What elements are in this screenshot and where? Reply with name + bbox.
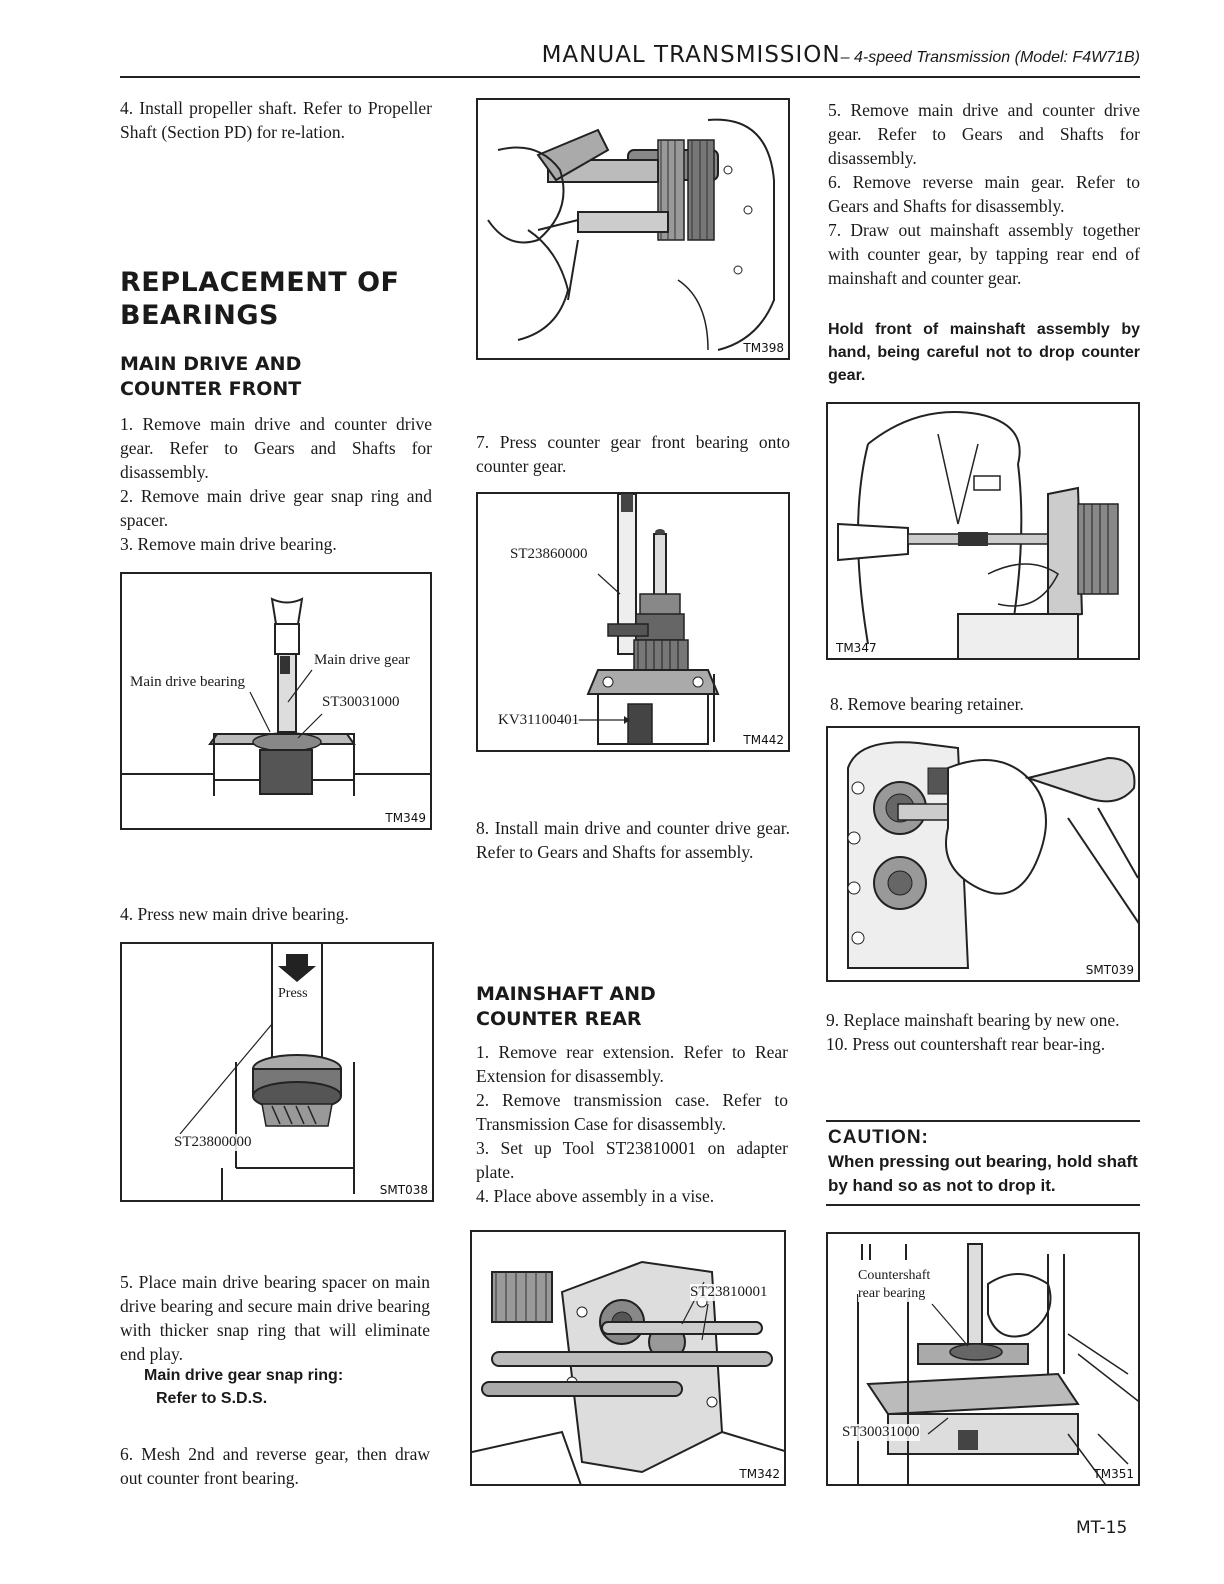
- label-bearing-line1: Countershaft: [858, 1268, 931, 1283]
- illustration-gear-puller: [478, 100, 790, 360]
- note-line1: Main drive gear snap ring:: [144, 1367, 344, 1384]
- note-line2: Refer to S.D.S.: [156, 1390, 268, 1407]
- subsection-title-line2: COUNTER FRONT: [120, 378, 302, 400]
- caution-top-rule: [826, 1120, 1140, 1122]
- note-hold-mainshaft: Hold front of mainshaft assembly by hand, being careful not to drop counter gear.: [828, 321, 1140, 384]
- illustration-adapter-plate: [472, 1232, 786, 1486]
- subsection-title-line2: COUNTER REAR: [476, 1008, 642, 1030]
- step-remove-bearing-retainer: 8. Remove bearing retainer.: [830, 694, 1024, 714]
- list-item: 2. Remove main drive gear snap ring and spacer.: [120, 486, 432, 530]
- figure-countershaft-bearing: [826, 1232, 1140, 1486]
- header-subtitle: – 4-speed Transmission (Model: F4W71B): [840, 49, 1140, 66]
- figure-gear-puller: [476, 98, 790, 360]
- figure-bearing-retainer: [826, 726, 1140, 982]
- subsection-title-line1: MAINSHAFT AND: [476, 983, 656, 1005]
- figure-press-new-bearing: [120, 942, 434, 1202]
- list-item: 9. Replace mainshaft bearing by new one.: [826, 1010, 1120, 1030]
- note-snap-ring: [144, 1364, 434, 1410]
- figure-code: TM351: [1093, 1467, 1134, 1481]
- list-item: 2. Remove transmission case. Refer to Transmission Case for disassembly.: [476, 1090, 788, 1134]
- caution-block: [828, 1126, 1140, 1198]
- header-title: MANUAL TRANSMISSION: [541, 42, 841, 68]
- list-item: 3. Set up Tool ST23810001 on adapter plate.: [476, 1138, 788, 1182]
- steps-list-replace: [826, 1008, 1138, 1056]
- step-install-propeller-shaft: 4. Install propeller shaft. Refer to Propeller Shaft (Section PD) for re-lation.: [120, 98, 432, 142]
- list-item: 10. Press out countershaft rear bear-ing.: [826, 1034, 1106, 1054]
- list-item: 5. Remove main drive and counter drive gear. Refer to Gears and Shafts for disassembly.: [828, 100, 1140, 168]
- list-item: 4. Place above assembly in a vise.: [476, 1186, 715, 1206]
- label-tool-number: ST30031000: [322, 694, 400, 710]
- step-install-main-drive: 8. Install main drive and counter drive gear. Refer to Gears and Shafts for assembly.: [476, 818, 790, 862]
- figure-code: TM349: [385, 811, 426, 825]
- list-item: 1. Remove rear extension. Refer to Rear Extension for disassembly.: [476, 1042, 788, 1086]
- caution-bottom-rule: [826, 1204, 1140, 1206]
- label-tool-number: ST23810001: [690, 1284, 768, 1300]
- press-arrow-icon: [278, 954, 316, 982]
- figure-main-drive-bearing-removal: [120, 572, 432, 830]
- list-item: 1. Remove main drive and counter drive gear. Refer to Gears and Shafts for disassembly.: [120, 414, 432, 482]
- list-item: 7. Draw out mainshaft assembly together with counter gear, by tapping rear end of mainshaft and counter gear.: [828, 220, 1140, 288]
- label-press: Press: [278, 986, 308, 1001]
- figure-code: TM347: [836, 641, 877, 655]
- list-item: 6. Remove reverse main gear. Refer to Gears and Shafts for disassembly.: [828, 172, 1140, 216]
- caution-text: When pressing out bearing, hold shaft by hand so as not to drop it.: [828, 1152, 1138, 1195]
- figure-counter-gear-press: [476, 492, 790, 752]
- section-title-line1: REPLACEMENT OF: [120, 267, 400, 298]
- section-title-line2: BEARINGS: [120, 300, 279, 331]
- figure-code: TM442: [743, 733, 784, 747]
- steps-list-main-drive: [120, 412, 432, 556]
- subsection-title-line1: MAIN DRIVE AND: [120, 353, 302, 375]
- page-number: MT-15: [1076, 1518, 1128, 1538]
- label-tool-number: ST23800000: [174, 1134, 252, 1150]
- section-title: [120, 266, 440, 332]
- label-main-drive-bearing: Main drive bearing: [130, 674, 245, 690]
- figure-code: SMT039: [1085, 963, 1134, 977]
- subsection-title-mainshaft: [476, 982, 790, 1032]
- list-item: 3. Remove main drive bearing.: [120, 534, 337, 554]
- step-mesh-gears: 6. Mesh 2nd and reverse gear, then draw out counter front bearing.: [120, 1444, 430, 1488]
- figure-code: SMT038: [379, 1183, 428, 1197]
- label-main-drive-gear: Main drive gear: [314, 652, 410, 668]
- subsection-title-main-drive: [120, 352, 440, 402]
- label-tool-top: ST23860000: [510, 546, 588, 562]
- label-bearing-line2: rear bearing: [858, 1286, 926, 1301]
- illustration-bearing-retainer: [828, 728, 1140, 982]
- steps-list-remove: [828, 98, 1140, 290]
- figure-code: TM342: [739, 1467, 780, 1481]
- step-press-new-bearing: 4. Press new main drive bearing.: [120, 904, 349, 924]
- figure-adapter-plate: [470, 1230, 786, 1486]
- label-tool-number: ST30031000: [842, 1424, 920, 1440]
- illustration-press-tool: [122, 944, 434, 1202]
- steps-list-mainshaft: [476, 1040, 788, 1208]
- figure-code: TM398: [743, 341, 784, 355]
- page-header: [120, 42, 1140, 78]
- step-press-counter-gear-bearing: 7. Press counter gear front bearing onto counter gear.: [476, 432, 790, 476]
- figure-draw-out-mainshaft: [826, 402, 1140, 660]
- label-tool-bottom: KV31100401: [498, 712, 580, 728]
- caution-title: CAUTION:: [828, 1127, 929, 1148]
- step-place-spacer: 5. Place main drive bearing spacer on main drive bearing and secure main drive bearing with thicker snap ring that will eliminate end play.: [120, 1272, 430, 1364]
- illustration-draw-out-mainshaft: [828, 404, 1140, 660]
